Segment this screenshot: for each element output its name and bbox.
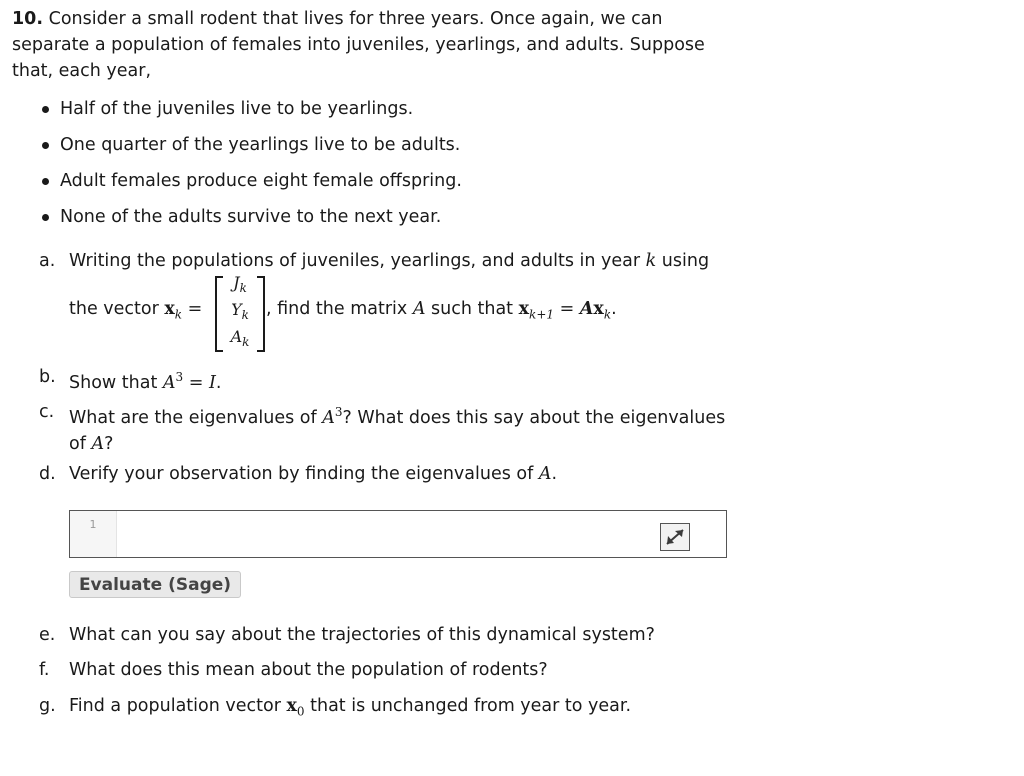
- matrix-y: Y: [231, 300, 242, 319]
- math-k: k: [645, 251, 657, 271]
- part-f-text: What does this mean about the population of rodents?: [69, 660, 548, 680]
- math-sub-0: 0: [296, 704, 305, 719]
- vector-label: the vector: [69, 299, 165, 319]
- math-sub-k1: k+1: [529, 307, 555, 322]
- math-exponent: 3: [334, 405, 343, 419]
- matrix-entry-a: [217, 327, 263, 349]
- vector-line: [69, 299, 202, 322]
- math-A: A: [538, 464, 552, 484]
- part-c-text-3: of: [69, 433, 92, 454]
- list-item: Half of the juveniles live to be yearlings.: [40, 96, 462, 132]
- math-A: A: [412, 299, 426, 319]
- list-item: None of the adults survive to the next year.: [40, 204, 462, 240]
- part-letter: g.: [39, 696, 56, 716]
- vector-line-end: [266, 299, 617, 322]
- math-I: I: [208, 372, 216, 393]
- period: .: [551, 464, 558, 484]
- matrix-a: A: [230, 327, 243, 346]
- part-c-text: [69, 399, 725, 457]
- math-x: x: [518, 299, 530, 319]
- line-number-gutter: 1: [70, 511, 117, 557]
- math-exponent: 3: [175, 370, 184, 384]
- evaluate-sage-button[interactable]: Evaluate (Sage): [69, 571, 241, 598]
- vector-definition: [69, 274, 769, 354]
- part-letter: a.: [39, 251, 56, 271]
- math-equals: =: [183, 372, 209, 393]
- math-A: A: [91, 433, 105, 454]
- post-text-2: such that: [425, 299, 519, 319]
- part-g-text-1: Find a population vector: [69, 696, 287, 716]
- period: .: [215, 372, 222, 393]
- part-c-text-2: ? What does this say about the eigenvalues: [342, 407, 726, 428]
- part-g-text: [69, 693, 631, 725]
- matrix-sub: k: [239, 281, 247, 296]
- part-letter: e.: [39, 625, 56, 645]
- problem-intro-text: Consider a small rodent that lives for three years. Once again, we can separate a population of females into juveniles, yearlings, and adults. Suppose that, each year,: [12, 9, 705, 81]
- math-sub-k: k: [174, 307, 183, 322]
- matrix-j: J: [233, 273, 240, 292]
- math-equals: =: [554, 299, 580, 319]
- part-a-text-1: Writing the populations of juveniles, yearlings, and adults in year: [69, 251, 646, 271]
- math-x: x: [164, 299, 175, 319]
- part-c: [39, 399, 759, 455]
- question-mark: ?: [104, 433, 114, 454]
- expand-arrows-icon[interactable]: [660, 523, 690, 551]
- matrix-entry-j: [217, 273, 263, 295]
- list-item: One quarter of the yearlings live to be adults.: [40, 132, 462, 168]
- math-A: A: [579, 299, 594, 319]
- post-text-1: , find the matrix: [266, 299, 413, 319]
- math-x: x: [593, 299, 604, 319]
- part-letter: f.: [39, 660, 50, 680]
- problem-intro: [12, 6, 732, 84]
- period: .: [611, 299, 617, 319]
- part-b-text-1: Show that: [69, 372, 163, 393]
- problem-number: 10.: [12, 9, 44, 29]
- math-equals: =: [182, 299, 203, 319]
- part-g-text-2: that is unchanged from year to year.: [304, 696, 632, 716]
- part-letter: b.: [39, 367, 56, 387]
- part-c-text-1: What are the eigenvalues of: [69, 407, 323, 428]
- part-letter: c.: [39, 402, 55, 422]
- list-item: Adult females produce eight female offspring.: [40, 168, 462, 204]
- sage-code-editor[interactable]: [69, 510, 727, 558]
- matrix-entry-y: [217, 300, 263, 322]
- part-b-text: [69, 364, 221, 396]
- part-e-text: What can you say about the trajectories of this dynamical system?: [69, 625, 655, 645]
- matrix-sub: k: [241, 308, 249, 323]
- matrix-sub: k: [242, 335, 250, 350]
- population-vector-matrix: [215, 273, 265, 352]
- math-x: x: [286, 696, 297, 716]
- math-A: A: [162, 372, 176, 393]
- math-A: A: [322, 407, 335, 428]
- math-sub-k: k: [603, 307, 612, 322]
- part-a-text-2: using: [656, 251, 710, 271]
- part-letter: d.: [39, 464, 56, 484]
- assumption-list: [40, 96, 462, 240]
- part-a-text: [69, 248, 709, 274]
- part-d-text-1: Verify your observation by finding the eigenvalues of: [69, 464, 539, 484]
- expand-arrows-icon: [661, 524, 689, 550]
- part-d-text: [69, 461, 557, 487]
